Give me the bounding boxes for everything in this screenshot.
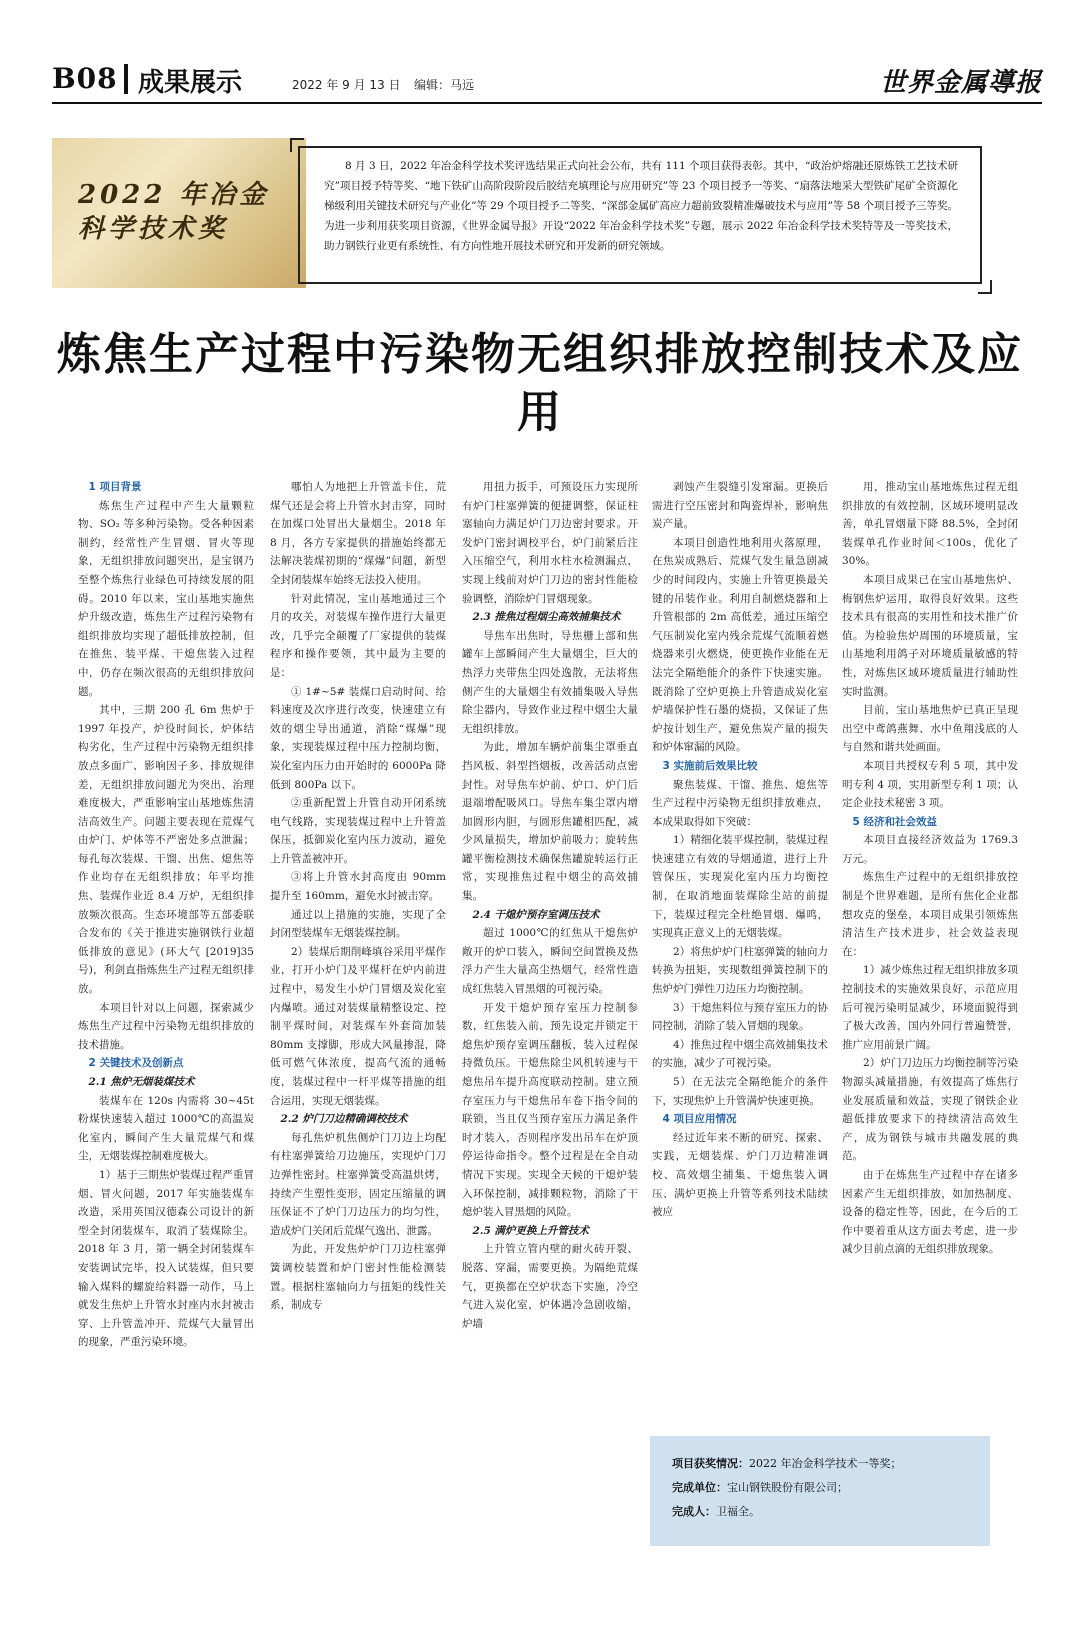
section-heading: 2 关键技术及创新点 [88,1057,184,1070]
paragraph: 目前，宝山基地焦炉已真正呈现出空中鸢鸽燕舞、水中鱼翔浅底的人与自然和谐共处画面。 [842,704,1018,754]
paragraph: 2）炉门刀边压力均衡控制等污染物源头减量措施，有效提高了炼焦行业发展质量和效益，实现了钢铁企业超低排放要求下的持续清洁高效生产，成为钢铁与城市共融发展的典范。 [842,1057,1018,1163]
section-heading: 4 项目应用情况 [662,1113,737,1126]
paragraph: 哪怕人为地把上升管盖卡住，荒煤气还是会将上升管水封击穿，同时在加煤口处冒出大量烟尘。2018 年 8 月，各方专家提供的措施始终都无法解决装煤初期的“煤爆”问题，新型全封闭装煤车始终无法投入使用。 [270,481,446,586]
paragraph: 本项目创造性地利用火落原理，在焦炭成熟后、荒煤气发生量急剧减少的时间段内，实施上升管更换最关键的吊装作业。利用自制燃烧器和上升管根部的 2m 高低差，通过压缩空气压制炭化室内残余荒煤气流顺着燃烧器来引火燃烧，使更换作业能在无法完全隔绝能介的条件下快速实施。既消除了空炉更换上升管造成炭化室炉墙保护性石墨的烧损，又保证了焦炉按计划生产，避免焦炭产量的损失和炉体窜漏的风险。 [652,536,828,754]
credit-award-value: 2022 年冶金科学技术一等奖； [749,1457,902,1470]
paragraph: 2）将焦炉炉门柱塞弹簧的轴向力转换为扭矩，实现数组弹簧控制下的焦炉炉门弹性刀边压力均衡控制。 [652,945,828,996]
paragraph: 1）基于三期焦炉装煤过程严重冒烟、冒火问题，2017 年实施装煤车改造，采用英国汉德森公司设计的新型全封闭装煤车，取消了装煤除尘。2018 年 3 月，第一辆全封闭装煤车安装调试完毕，投入试装煤，但只要输入煤料的螺旋给料器一动作，马上就发生焦炉上升管水封座内水封被击穿、上升管盖冲开、荒煤气大量冒出的现象，严重污染环境。 [78,1168,254,1349]
paragraph: ③将上升管水封高度由 90mm 提升至 160mm，避免水封被击穿。 [270,871,446,903]
credit-award-row [672,1452,982,1476]
paragraph: 导焦车出焦时，导焦栅上部和焦罐车上部瞬间产生大量烟尘，巨大的热浮力夹带焦尘四处逸散，无法将焦侧产生的大量烟尘有效捕集吸入导焦除尘器内，导致作业过程中烟尘大量无组织排放。 [462,629,638,735]
paragraph: ②重新配置上升管自动开闭系统电气线路，实现装煤过程中上升管盖保压，抵御炭化室内压力波动，避免上升管盖被冲开。 [270,797,446,865]
project-credit-box [650,1436,990,1546]
page-header [52,62,1042,98]
paragraph: 聚焦装煤、干馏、推焦、熄焦等生产过程中污染物无组织排放难点，本成果取得如下突破： [652,778,828,828]
column-3 [462,478,638,1333]
paragraph: 上升管立管内壁的耐火砖开裂、脱落、穿漏，需要更换。为隔绝荒煤气，更换都在空炉状态下实施，冷空气进入炭化室，炉体遇冷急剧收缩，炉墙 [462,1243,638,1330]
credit-person-row [672,1500,982,1524]
paragraph: 为此，增加车辆炉前集尘罩垂直挡风板、斜型挡烟板，改善活动点密封性。对导焦车炉前、炉口、炉门后退端增配吸风口。导焦车集尘罩内增加圆形内胆，与圆形焦罐相匹配，减少风量损失，增加炉前吸力；旋转焦罐平衡检测技术确保焦罐旋转运行正常，实现推焦过程中烟尘的高效捕集。 [462,741,638,903]
paragraph: 本项目成果已在宝山基地焦炉、梅钢焦炉运用，取得良好效果。这些技术具有很高的实用性和技术推广价值。为检验焦炉周围的环境质量，宝山基地利用鸽子对环境质量敏感的特性，对炼焦区域环境质量进行辅助性实时监测。 [842,573,1018,698]
paragraph: 3）干熄焦料位与预存室压力的协同控制，消除了装入冒烟的现象。 [652,1001,828,1033]
paragraph: 本项目直接经济效益为 1769.3 万元。 [842,834,1018,865]
header-rule [52,102,1042,104]
intro-box [298,146,982,284]
paragraph: 剥蚀产生裂缝引发窜漏。更换后需进行空压密封和陶瓷焊补，影响焦炭产量。 [652,481,828,531]
section-title: 成果展示 [138,68,243,98]
section-heading: 1 项目背景 [88,481,142,493]
paragraph: 通过以上措施的实施，实现了全封闭型装煤车无烟装煤控制。 [270,908,446,940]
credit-person-value: 卫福全。 [716,1505,760,1518]
paragraph: 超过 1000℃的红焦从干熄焦炉敞开的炉口装入，瞬间空间置换及热浮力产生大量高尘热烟气，经常性造成红焦装入冒黑烟的可视污染。 [462,927,638,996]
paragraph: 每孔焦炉机焦侧炉门刀边上均配有柱塞弹簧给刀边施压，实现炉门刀边弹性密封。柱塞弹簧受高温烘烤，持续产生塑性变形，固定压缩量的调压保证不了炉门刀边压力的均匀性，造成炉门关闭后荒煤气逸出、泄露。 [270,1131,446,1237]
paragraph: 本项目共授权专利 5 项，其中发明专利 4 项，实用新型专利 1 项；认定企业技术秘密 3 项。 [842,759,1018,810]
column-4 [652,478,828,1222]
column-1 [78,478,254,1352]
paragraph: 用扭力扳手，可预设压力实现所有炉门柱塞弹簧的便捷调整，保证柱塞轴向力满足炉门刀边密封要求。开发炉门密封调校平台，炉门前紧后注入压缩空气，利用水柱水检测漏点，实现上线前对炉门刀边的密封性能检验调整，消除炉门冒烟现象。 [462,481,638,605]
paragraph: 1）减少炼焦过程无组织排放多项控制技术的实施效果良好，示范应用后可视污染明显减少，环境面貌得到了极大改善，国内外同行普遍赞誉，推广应用前景广阔。 [842,964,1018,1051]
credit-award-label: 项目获奖情况： [672,1457,749,1470]
award-banner-text: 2022 年冶金科学技术奖 [78,180,270,244]
subsection-heading: 2.3 推焦过程烟尘高效捕集技术 [472,611,621,624]
editor-credit: 编辑：马远 [414,78,475,92]
paragraph: 炼焦生产过程中产生大量颗粒物、SO₂ 等多种污染物。受各种因素制约，经常性产生冒烟、冒火等现象，无组织排放问题突出，是宝钢乃至整个炼焦行业绿色可持续发展的阻碍。2010 年以来，宝山基地实施焦炉升级改造，炼焦生产过程污染物有组织排放均实现了超低排放控制，但在推焦、装平煤、干熄焦装入过程中，仍存在频次很高的无组织排放问题。 [78,499,254,698]
paragraph: 用，推动宝山基地炼焦过程无组织排放的有效控制，区域环境明显改善，单孔冒烟量下降 88.5%，全封闭装煤单孔作业时间＜100s，优化了 30%。 [842,481,1018,568]
paragraph: 本项目针对以上问题，探索减少炼焦生产过程中污染物无组织排放的技术措施。 [78,1001,254,1051]
issue-date: 2022 年 9 月 13 日 [292,78,401,92]
paragraph: 4）推焦过程中烟尘高效捕集技术的实施，减少了可视污染。 [652,1038,828,1070]
column-2 [270,478,446,1315]
paragraph: 2）装煤后期削峰填谷采用平煤作业，打开小炉门及平煤杆在炉内前进过程中，易发生小炉门冒烟及炭化室内爆喷。通过对装煤量精整设定、控制平煤时间，对装煤车外套筒加装 80mm 支撑脚，形成大风量掺混，降低可燃气体浓度，提高气流的通畅度，装煤过程中一杆平煤等措施的组合运用，实现无烟装煤。 [270,945,446,1107]
subsection-heading: 2.1 焦炉无烟装煤技术 [88,1076,195,1088]
newspaper-masthead: 世界金属導报 [879,68,1042,98]
credit-text [672,1452,982,1524]
credit-unit-label: 完成单位： [672,1481,727,1494]
subsection-heading: 2.5 满炉更换上升管技术 [472,1224,589,1237]
paragraph: 由于在炼焦生产过程中存在诸多因素产生无组织排放，如加热制度、设备的稳定性等，因此，在今后的工作中要着重从这方面去考虑，进一步减少目前点滴的无组织排放现象。 [842,1168,1018,1256]
credit-unit-row [672,1476,982,1500]
article-body [52,478,1042,1598]
paragraph: 1）精细化装平煤控制，装煤过程快速建立有效的导烟通道，进行上升管保压，实现炭化室内压力均衡控制，在取消地面装煤除尘站的前提下，装煤过程完全杜绝冒烟、爆鸣，实现真正意义上的无烟装煤。 [652,834,828,940]
paragraph: 5）在无法完全隔绝能介的条件下，实现焦炉上升管满炉快速更换。 [652,1076,828,1107]
paragraph: 装煤车在 120s 内需将 30~45t 粉煤快速装入超过 1000℃的高温炭化室内，瞬间产生大量荒煤气和煤尘，无烟装煤控制难度极大。 [78,1094,254,1163]
credit-unit-value: 宝山钢铁股份有限公司； [727,1481,848,1494]
page-number: B08 [52,62,118,95]
award-banner-image [52,138,306,288]
paragraph: 开发干熄炉预存室压力控制参数，红焦装入前，预先设定并锁定干熄焦炉预存室调压翻板，装入过程保持微负压。干熄焦除尘风机转速与干熄焦吊车提升高度联动控制。建立预存室压力与干熄焦吊车卷下指令间的联锁，当且仅当预存室压力满足条件时才装入，否则程序发出吊车在炉顶停运待命指令。整个过程是在全自动情况下实现。实现全天候的干熄炉装入环保控制，减排颗粒物，消除了干熄炉装入冒黑烟的风险。 [462,1001,638,1219]
article-title [40,326,1040,442]
paragraph: ① 1#~5# 装煤口启动时间、给料速度及次序进行改变，快速建立有效的烟尘导出通道，消除“煤爆”现象，实现装煤过程中压力控制均衡，炭化室内压力由开始时的 6000Pa 降低到 800Pa 以下。 [270,685,446,791]
paragraph: 针对此情况，宝山基地通过三个月的攻关，对装煤车操作进行大量更改，几乎完全颠覆了厂家提供的装煤程序和操作要领，其中最为主要的是： [270,592,446,679]
paragraph: 经过近年来不断的研究、探索、实践，无烟装煤、炉门刀边精准调校、高效烟尘捕集、干熄焦装入调压、满炉更换上升管等系列技术陆续被应 [652,1131,828,1219]
header-divider [124,64,128,94]
credit-person-label: 完成人： [672,1505,716,1518]
intro-text: 8 月 3 日，2022 年冶金科学技术奖评选结果正式向社会公布，共有 111 个项目获得表彰。其中，“政治炉熔融还原炼铁工艺技术研究”项目授予特等奖、“地下铁矿山高阶段阶段后胶结充填理论与应用研究”等 23 个项目授予一等奖、“扇落法地采大型铁矿尾矿全资源化梯级利用关键技术研究与产业化”等 29 个项目授予二等奖、“深部金属矿高应力超前致裂精准爆破技术与应用”等 58 个项目授予三等奖。为进一步利用获奖项目资源，《世界金属导报》开设“2022 年冶金科学技术奖”专题，展示 2022 年冶金科学技术奖特等及一等奖技术，助力钢铁行业更有系统性、有方向性地开展技术研究和开发新的研究领域。 [324,160,958,252]
section-heading: 5 经济和社会效益 [852,815,937,828]
column-5 [842,478,1018,1259]
subsection-heading: 2.2 炉门刀边精确调校技术 [280,1113,408,1126]
section-heading: 3 实施前后效果比较 [662,759,758,772]
paragraph: 炼焦生产过程中的无组织排放控制是个世界难题，是所有焦化企业都想攻克的堡垒，本项目成果引领炼焦清洁生产技术进步，社会效益表现在： [842,871,1018,958]
subsection-heading: 2.4 干熄炉预存室调压技术 [472,908,600,921]
paragraph: 为此，开发焦炉炉门刀边柱塞弹簧调校装置和炉门密封性能检测装置。根据柱塞轴向力与扭矩的线性关系，制成专 [270,1243,446,1312]
paragraph: 其中，三期 200 孔 6m 焦炉于 1997 年投产，炉役时间长，炉体结构劣化，生产过程中污染物无组织排放点多面广、影响因子多、排放规律差，无组织排放问题尤为突出、治理难度极大，严重影响宝山基地炼焦清洁高效生产。问题主要表现在荒煤气由炉门、炉体等不严密处多点泄漏；每孔每次装煤、干馏、出焦、熄焦等作业均存在无组织排放；年平均推焦、装煤作业近 8.4 万炉，无组织排放频次很高。生态环境部等五部委联合发布的《关于推进实施钢铁行业超低排放的意见》(环大气 [2019]35 号)，利剑直指炼焦生产过程无组织排放。 [78,704,254,996]
article-title-text: 炼焦生产过程中污染物无组织排放控制技术及应用 [57,329,1023,438]
